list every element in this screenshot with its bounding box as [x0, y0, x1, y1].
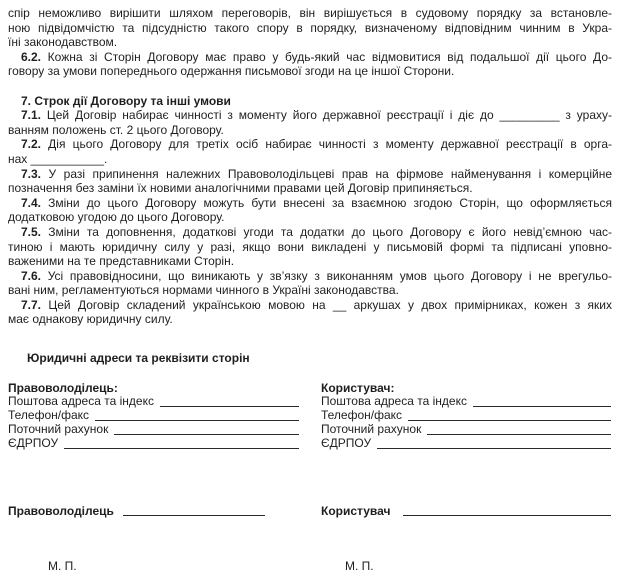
clause-paragraph	[8, 50, 612, 79]
clause-paragraph	[8, 225, 612, 269]
clause-number: 7.6.	[21, 268, 42, 283]
licensee-title: Користувач:	[321, 380, 395, 395]
licensee-current-account-row	[321, 423, 612, 437]
requisites-columns	[8, 382, 612, 451]
phone-fax-label: Телефон/факс	[321, 408, 403, 423]
clause-line: нах ___________.	[8, 151, 108, 166]
licensee-requisites	[321, 382, 612, 451]
requisites-heading: Юридичні адреси та реквізити сторін	[27, 351, 250, 366]
licensor-signature-blank	[123, 504, 265, 516]
phone-fax-blank	[95, 409, 299, 421]
edrpou-label: ЄДРПОУ	[8, 435, 59, 450]
licensee-seal-label: М. П.	[345, 558, 374, 573]
clause-paragraph	[8, 6, 612, 50]
clause-line: говору за умови попереднього одержання письмової згоди на це іншої Сторони.	[8, 64, 455, 79]
licensor-requisites	[8, 382, 300, 451]
clause-line: 7.5. Зміни та доповнення, додаткові угоди та додатки до цього Договору є його невід’ємною час-	[21, 224, 612, 239]
clause-line: ванням положень ст. 2 цього Договору.	[8, 122, 224, 137]
clause-number: 7.3.	[21, 166, 42, 181]
licensor-signature-label: Правоволоділець	[8, 503, 114, 518]
clause-line: їні законодавством.	[8, 35, 118, 50]
clause-line: позначення без заміни їх новими аналогічними правами цей Договір припиняється.	[8, 181, 473, 196]
clause-number: 7.	[21, 93, 32, 108]
licensee-edrpou-row	[321, 437, 612, 451]
licensor-current-account-row	[8, 423, 300, 437]
postal-address-label: Поштова адреса та індекс	[8, 394, 154, 409]
clause-line: 7.2. Дія цього Договору для третіх осіб набирає чинності з моменту державної реєстрації в орга-	[21, 137, 612, 152]
licensee-signature	[321, 504, 612, 518]
licensee-phone-fax-row	[321, 409, 612, 423]
licensee-signature-blank	[403, 504, 611, 516]
clause-number: 7.5.	[21, 224, 42, 239]
postal-address-blank	[160, 395, 299, 407]
clause-paragraph	[8, 137, 612, 166]
licensor-edrpou-row	[8, 437, 300, 451]
clause-number: 6.2.	[21, 49, 42, 64]
current-account-label: Поточний рахунок	[321, 422, 422, 437]
edrpou-blank	[64, 437, 299, 449]
clause-line: має однакову юридичну силу.	[8, 312, 173, 327]
clause-line: 7. Строк дії Договору та інші умови	[21, 93, 231, 108]
phone-fax-label: Телефон/факс	[8, 408, 90, 423]
postal-address-label: Поштова адреса та індекс	[321, 394, 467, 409]
clause-line: 7.1. Цей Договір набирає чинності з моменту його державної реєстрації і діє до _________ з ураху-	[21, 108, 612, 123]
clause-line: тиною і мають юридичну силу у разі, якщо вони викладені у письмовій формі та підписані уповно-	[8, 239, 612, 254]
licensor-phone-fax-row	[8, 409, 300, 423]
postal-address-blank	[473, 395, 611, 407]
licensor-seal-label: М. П.	[48, 558, 77, 573]
licensee-signature-label: Користувач	[321, 503, 391, 518]
edrpou-label: ЄДРПОУ	[321, 435, 372, 450]
licensor-postal-address-row	[8, 395, 300, 409]
contract-clauses	[8, 6, 612, 327]
licensee-postal-address-row	[321, 395, 612, 409]
clause-line: 7.4. Зміни до цього Договору можуть бути внесені за взаємною згодою Сторін, що оформляється	[21, 195, 612, 210]
clause-line: додатковою угодою до цього Договору.	[8, 210, 225, 225]
clause-line: 7.7. Цей Договір складений українською мовою на __ аркушах у двох примірниках, кожен з яких	[21, 297, 612, 312]
edrpou-blank	[377, 437, 611, 449]
clause-number: 7.2.	[21, 137, 42, 152]
seal-row	[8, 559, 612, 573]
current-account-blank	[114, 423, 299, 435]
licensor-title: Правоволоділець:	[8, 380, 118, 395]
clause-paragraph	[8, 269, 612, 298]
clause-line: важеними на те представниками Сторін.	[8, 254, 235, 269]
clause-paragraph	[8, 298, 612, 327]
clause-number: 7.7.	[21, 297, 42, 312]
signature-row	[8, 504, 612, 518]
clause-paragraph	[8, 167, 612, 196]
licensor-signature	[8, 504, 300, 518]
clause-heading	[8, 94, 612, 109]
phone-fax-blank	[408, 409, 611, 421]
clause-line: 7.3. У разі припинення належних Правоволодільцеві прав на фірмове найменування і комерційне	[21, 166, 612, 181]
current-account-label: Поточний рахунок	[8, 422, 109, 437]
clause-line: 6.2. Кожна зі Сторін Договору має право у будь-який час відмовитися від подальшої дії цього До-	[21, 49, 612, 64]
clause-line: ною підвідомчістю та підсудністю такого спору в порядку, визначеному відповідним чинним в Укра-	[8, 20, 612, 35]
clause-line: 7.6. Усі правовідносини, що виникають у зв’язку з виконанням умов цього Договору і не врегульо-	[21, 268, 612, 283]
clause-paragraph	[8, 108, 612, 137]
clause-line: вані ним, регламентуються нормами чинного в Україні законодавства.	[8, 283, 399, 298]
clause-line: спір неможливо вирішити шляхом переговорів, він вирішується в судовому порядку за встановле-	[8, 6, 612, 20]
clause-number: 7.1.	[21, 108, 42, 123]
clause-paragraph	[8, 196, 612, 225]
current-account-blank	[427, 423, 611, 435]
clause-number: 7.4.	[21, 195, 42, 210]
